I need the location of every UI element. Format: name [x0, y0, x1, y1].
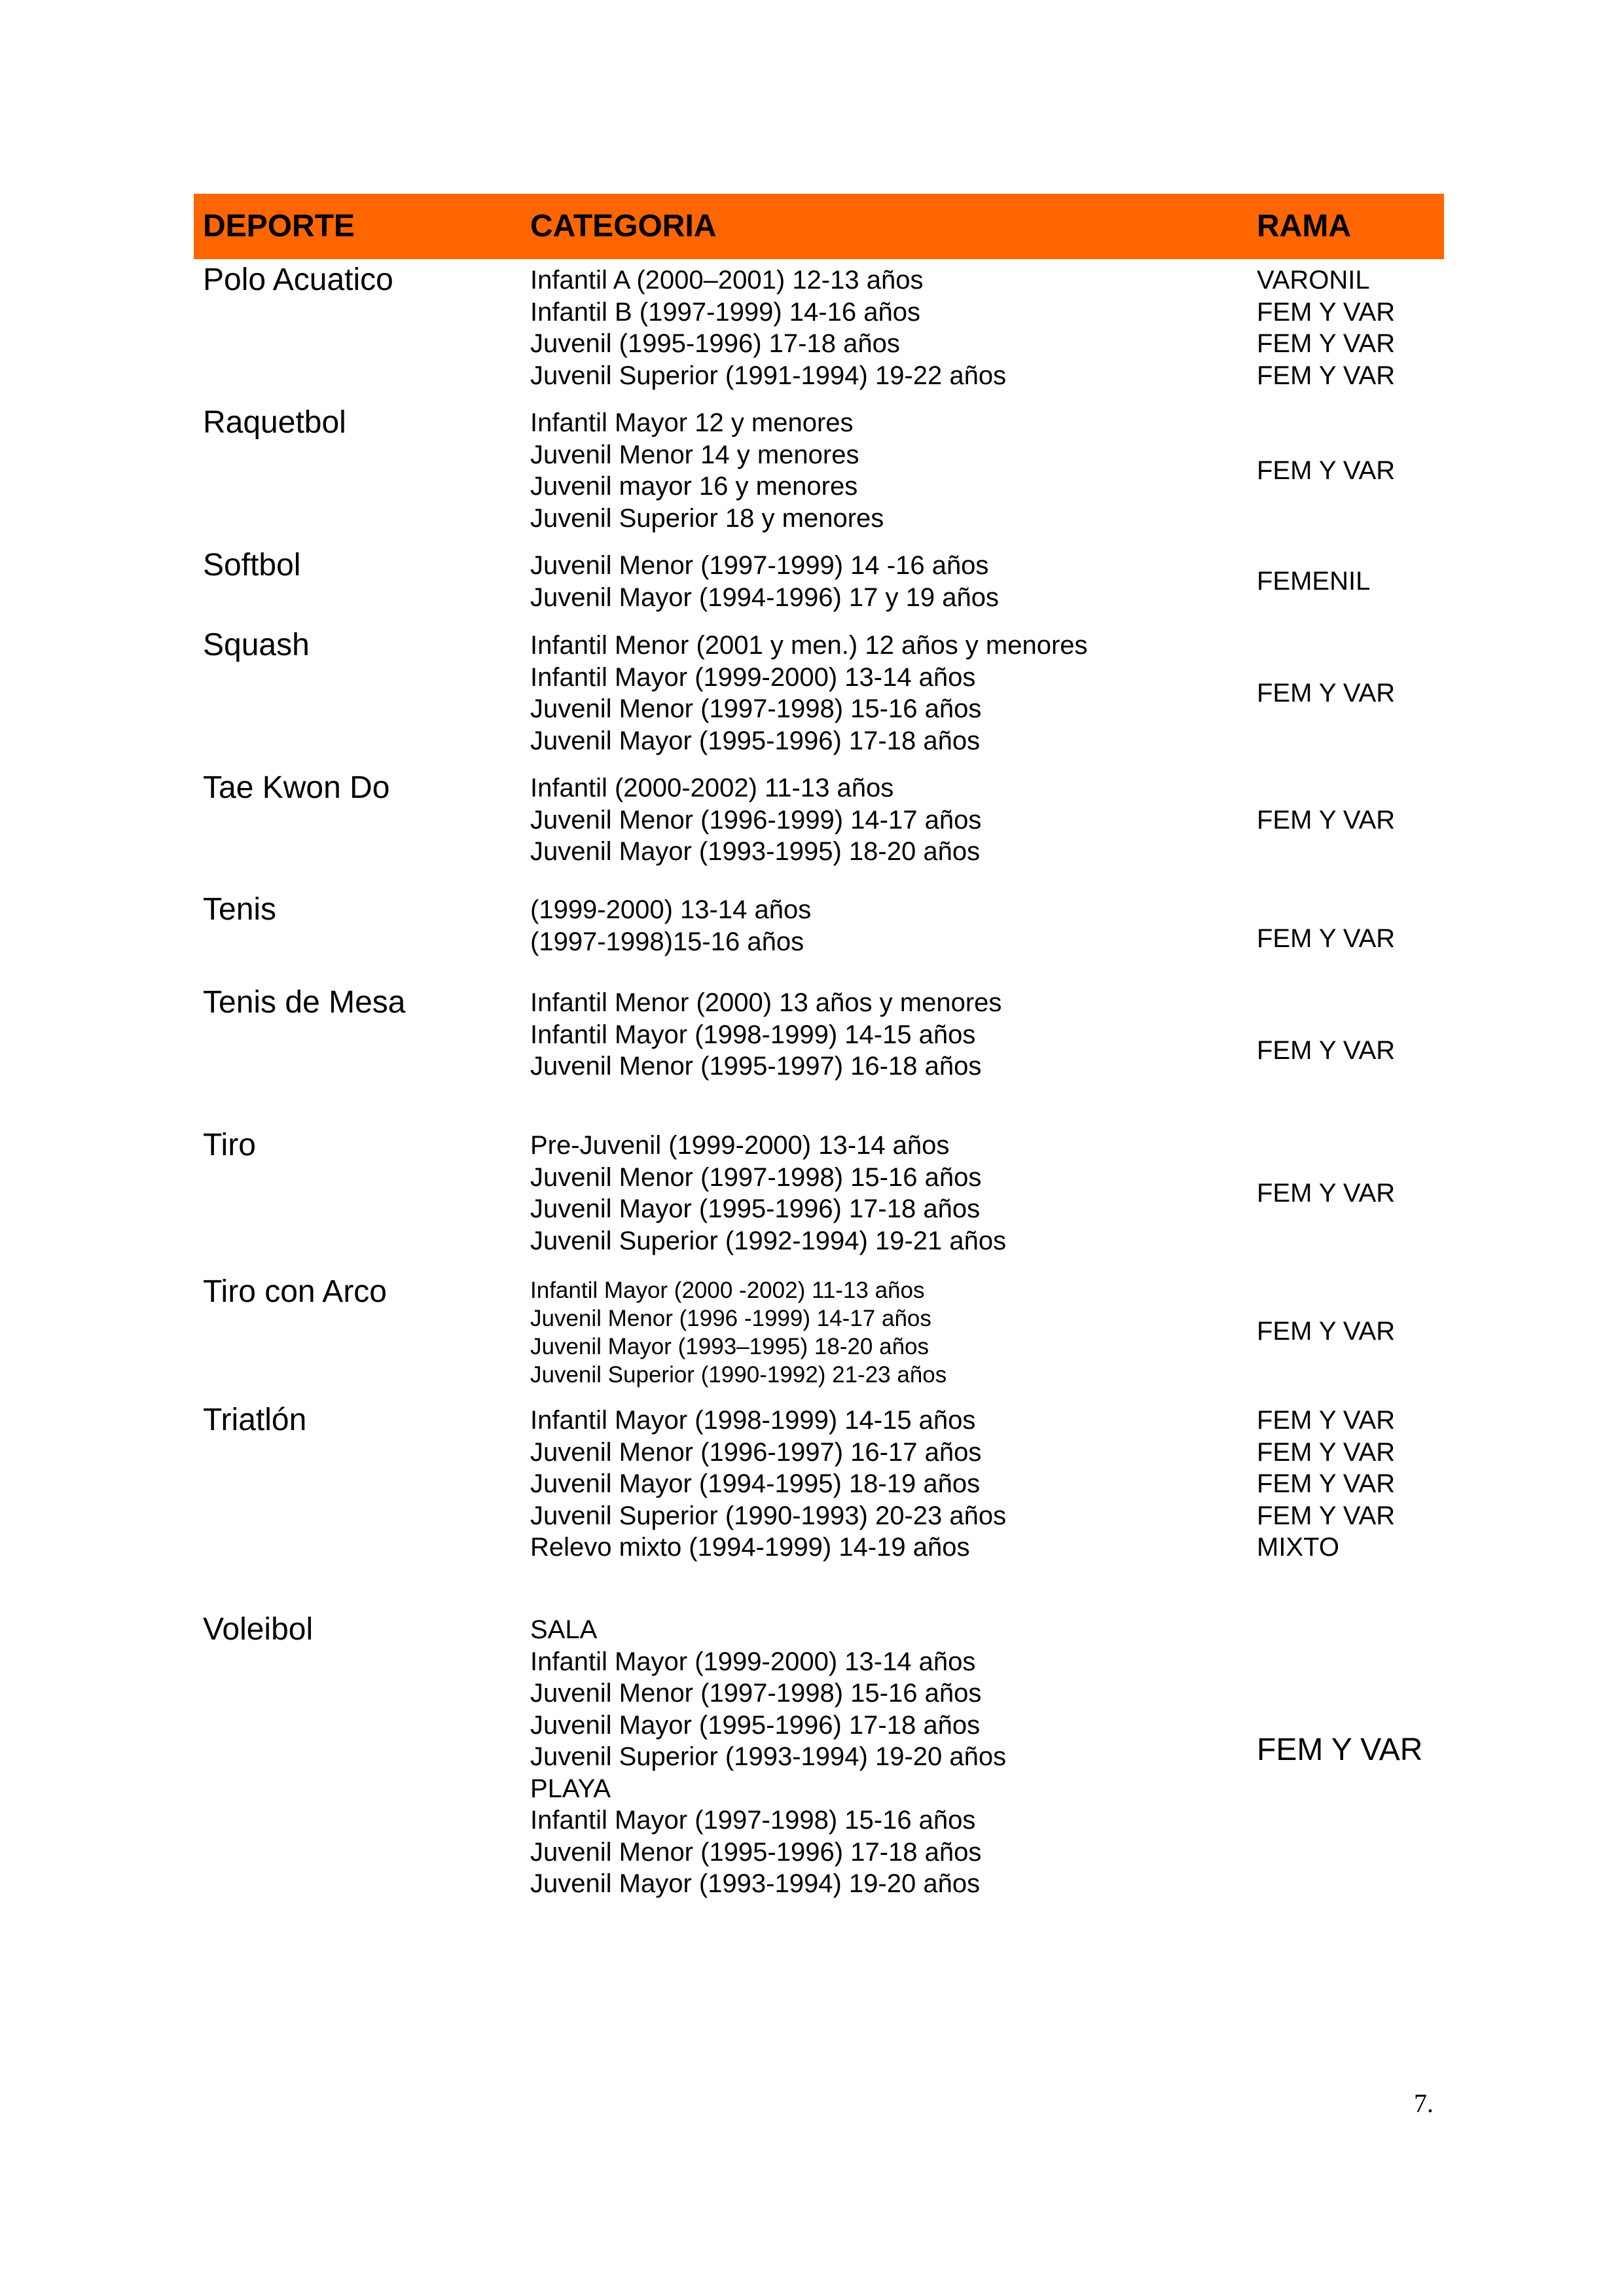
header-sport: DEPORTE [203, 209, 355, 243]
branch-list [1257, 677, 1395, 709]
branch-list [1257, 1405, 1395, 1564]
sport-name: Tae Kwon Do [203, 770, 390, 805]
category-list [530, 407, 884, 534]
category-item: Juvenil Superior 18 y menores [530, 503, 884, 533]
category-list [530, 1276, 947, 1389]
category-item: Juvenil Menor 14 y menores [530, 440, 859, 469]
category-item: SALA [530, 1615, 598, 1644]
branch-item: FEM Y VAR [1257, 806, 1396, 834]
category-item: (1997-1998)15-16 años [530, 927, 804, 956]
header-branch: RAMA [1257, 209, 1351, 243]
branch-item: FEM Y VAR [1257, 679, 1396, 708]
branch-list [1257, 565, 1370, 598]
category-item: Infantil Mayor (2000 -2002) 11-13 años [530, 1278, 925, 1303]
category-item: Juvenil Mayor (1995-1996) 17-18 años [530, 1710, 981, 1740]
sport-name: Tiro [203, 1128, 256, 1162]
category-item: Infantil B (1997-1999) 14-16 años [530, 297, 920, 327]
category-item: Pre-Juvenil (1999-2000) 13-14 años [530, 1131, 950, 1160]
category-item: Juvenil Menor (1997-1998) 15-16 años [530, 1679, 982, 1708]
branch-item: FEM Y VAR [1257, 1406, 1396, 1435]
category-item: Juvenil Superior (1990-1992) 21-23 años [530, 1362, 947, 1388]
branch-item: FEM Y VAR [1257, 1437, 1396, 1467]
category-item: Juvenil Menor (1997-1998) 15-16 años [530, 694, 982, 723]
category-list [530, 987, 1001, 1083]
category-item: Juvenil Menor (1996-1999) 14-17 años [530, 805, 982, 834]
sport-name: Softbol [203, 548, 301, 583]
category-item: Relevo mixto (1994-1999) 14-19 años [530, 1533, 970, 1562]
category-list [530, 894, 811, 958]
branch-item: FEM Y VAR [1257, 1179, 1396, 1208]
category-item: Infantil Mayor 12 y menores [530, 408, 854, 437]
category-list [530, 1130, 1006, 1257]
category-item: Juvenil Mayor (1994-1996) 17 y 19 años [530, 583, 999, 612]
branch-list [1257, 923, 1395, 955]
sport-name: Tenis de Mesa [203, 985, 406, 1020]
sport-name: Tenis [203, 892, 277, 927]
category-item: Juvenil Mayor (1995-1996) 17-18 años [530, 1194, 981, 1223]
branch-item: FEM Y VAR [1257, 1732, 1423, 1767]
sport-name: Raquetbol [203, 405, 346, 440]
branch-item: FEM Y VAR [1257, 361, 1396, 390]
branch-list [1257, 264, 1395, 391]
category-item: Juvenil Mayor (1993–1995) 18-20 años [530, 1334, 929, 1359]
category-item: Infantil Mayor (1999-2000) 13-14 años [530, 1647, 976, 1676]
branch-item: FEMENIL [1257, 567, 1371, 596]
branch-item: FEM Y VAR [1257, 1501, 1396, 1530]
category-item: Juvenil Mayor (1994-1995) 18-19 años [530, 1469, 981, 1498]
page-number: 7. [1414, 2089, 1434, 2118]
category-item: Juvenil Menor (1997-1999) 14 -16 años [530, 551, 989, 580]
category-list [530, 772, 981, 868]
category-item: Juvenil Menor (1996-1997) 16-17 años [530, 1437, 982, 1467]
branch-item: MIXTO [1257, 1533, 1339, 1562]
branch-item: FEM Y VAR [1257, 1036, 1396, 1065]
category-item: Juvenil Menor (1996 -1999) 14-17 años [530, 1306, 931, 1331]
sport-name: Tiro con Arco [203, 1274, 387, 1309]
branch-item: FEM Y VAR [1257, 456, 1396, 485]
category-item: Juvenil Superior (1990-1993) 20-23 años [530, 1501, 1007, 1530]
category-item: Juvenil Mayor (1993-1994) 19-20 años [530, 1869, 981, 1898]
branch-item: FEM Y VAR [1257, 924, 1396, 953]
branch-list [1257, 804, 1395, 836]
category-list [530, 630, 1088, 757]
category-list [530, 1405, 1006, 1564]
branch-item: FEM Y VAR [1257, 297, 1396, 327]
header-category: CATEGORIA [530, 209, 717, 243]
category-item: Infantil Mayor (1997-1998) 15-16 años [530, 1806, 976, 1835]
category-item: Juvenil Mayor (1995-1996) 17-18 años [530, 726, 981, 755]
sport-name: Triatlón [203, 1403, 307, 1437]
category-item: Juvenil Menor (1995-1997) 16-18 años [530, 1052, 982, 1081]
category-item: PLAYA [530, 1774, 611, 1803]
category-item: Juvenil Menor (1997-1998) 15-16 años [530, 1162, 982, 1192]
branch-list [1257, 1732, 1422, 1768]
category-item: Infantil Mayor (1999-2000) 13-14 años [530, 662, 976, 692]
category-item: Juvenil Mayor (1993-1995) 18-20 años [530, 837, 981, 866]
category-item: (1999-2000) 13-14 años [530, 895, 812, 924]
category-item: Infantil Menor (2001 y men.) 12 años y menores [530, 631, 1088, 660]
sport-name: Squash [203, 628, 310, 662]
category-list [530, 550, 999, 613]
branch-list [1257, 1177, 1395, 1210]
category-item: Infantil Mayor (1998-1999) 14-15 años [530, 1406, 976, 1435]
branch-list [1257, 455, 1395, 487]
sport-name: Polo Acuatico [203, 262, 393, 297]
category-list [530, 264, 1006, 391]
category-item: Juvenil Superior (1991-1994) 19-22 años [530, 361, 1007, 390]
branch-item: VARONIL [1257, 266, 1370, 295]
category-item: Infantil A (2000–2001) 12-13 años [530, 266, 924, 295]
branch-list [1257, 1035, 1395, 1067]
category-item: Juvenil Superior (1992-1994) 19-21 años [530, 1226, 1007, 1255]
category-item: Infantil Menor (2000) 13 años y menores [530, 988, 1002, 1017]
branch-list [1257, 1316, 1395, 1348]
branch-item: FEM Y VAR [1257, 329, 1396, 358]
category-item: Infantil (2000-2002) 11-13 años [530, 774, 894, 802]
branch-item: FEM Y VAR [1257, 1317, 1396, 1346]
category-item: Juvenil mayor 16 y menores [530, 472, 858, 501]
branch-item: FEM Y VAR [1257, 1469, 1396, 1498]
category-item: Juvenil Menor (1995-1996) 17-18 años [530, 1837, 982, 1867]
sport-name: Voleibol [203, 1612, 314, 1647]
category-item: Juvenil Superior (1993-1994) 19-20 años [530, 1742, 1007, 1771]
category-list [530, 1614, 1006, 1900]
category-item: Infantil Mayor (1998-1999) 14-15 años [530, 1020, 976, 1049]
category-item: Juvenil (1995-1996) 17-18 años [530, 329, 900, 358]
table-header [194, 194, 1444, 259]
